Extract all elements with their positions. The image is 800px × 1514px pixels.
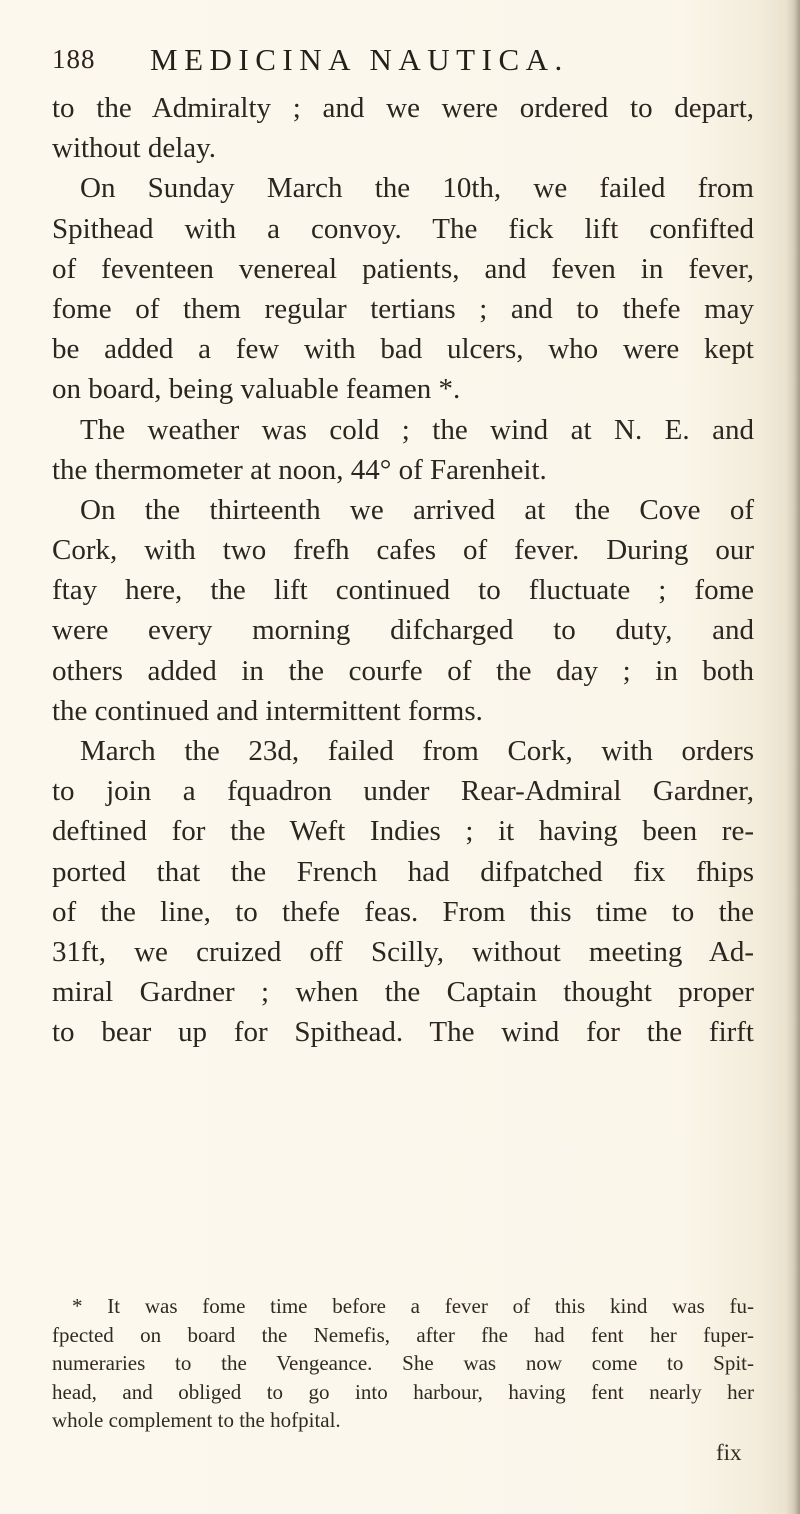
body-line: of feventeen venereal patients, and feven in fever,	[52, 252, 754, 285]
body-line: without delay.	[52, 132, 217, 165]
footnote-line: whole complement to the hofpital.	[52, 1408, 341, 1432]
body-line: ftay here, the lift continued to fluctuate ; fome	[52, 574, 754, 607]
footnote	[52, 1292, 754, 1435]
body-line: On the thirteenth we arrived at the Cove of	[80, 493, 754, 526]
body-line: the continued and intermittent forms.	[52, 694, 483, 727]
page-header	[52, 44, 752, 88]
body-line: On Sunday March the 10th, we failed from	[80, 172, 754, 205]
footnote-line: numeraries to the Vengeance. She was now come to Spit-	[52, 1351, 754, 1375]
page-edge-shadow	[786, 0, 800, 1514]
body-line: Spithead with a convoy. The fick lift confifted	[52, 212, 754, 245]
page-number: 188	[52, 44, 96, 74]
body-line: 31ft, we cruized off Scilly, without meeting Ad-	[52, 935, 754, 968]
body-line: of the line, to thefe feas. From this time to the	[52, 895, 754, 928]
body-line: the thermometer at noon, 44° of Farenheit.	[52, 453, 547, 486]
running-head: MEDICINA NAUTICA.	[150, 42, 569, 77]
body-line: Cork, with two frefh cafes of fever. During our	[52, 534, 754, 567]
footnote-line: head, and obliged to go into harbour, having fent nearly her	[52, 1379, 754, 1404]
body-line: ported that the French had difpatched fix fhips	[52, 855, 754, 888]
body-line: be added a few with bad ulcers, who were kept	[52, 333, 754, 366]
body-line: to the Admiralty ; and we were ordered to depart,	[52, 92, 754, 124]
catchword: fix	[716, 1440, 742, 1465]
footnote-line: fpected on board the Nemefis, after fhe had fent her fuper-	[52, 1322, 754, 1347]
body-line: The weather was cold ; the wind at N. E. and	[80, 413, 754, 446]
body-line: on board, being valuable feamen *.	[52, 373, 461, 406]
body-line: to join a fquadron under Rear-Admiral Gardner,	[52, 775, 754, 808]
body-text	[52, 88, 754, 1053]
footnote-line: * It was fome time before a fever of this kind was fu-	[72, 1294, 754, 1318]
body-line: to bear up for Spithead. The wind for the firft	[52, 1016, 754, 1049]
body-line: March the 23d, failed from Cork, with orders	[80, 735, 754, 767]
body-line: others added in the courfe of the day ; in both	[52, 654, 754, 687]
body-line: miral Gardner ; when the Captain thought proper	[52, 976, 754, 1009]
body-line: deftined for the Weft Indies ; it having been re-	[52, 815, 754, 848]
body-line: were every morning difcharged to duty, and	[52, 614, 754, 647]
body-line: fome of them regular tertians ; and to thefe may	[52, 292, 754, 325]
